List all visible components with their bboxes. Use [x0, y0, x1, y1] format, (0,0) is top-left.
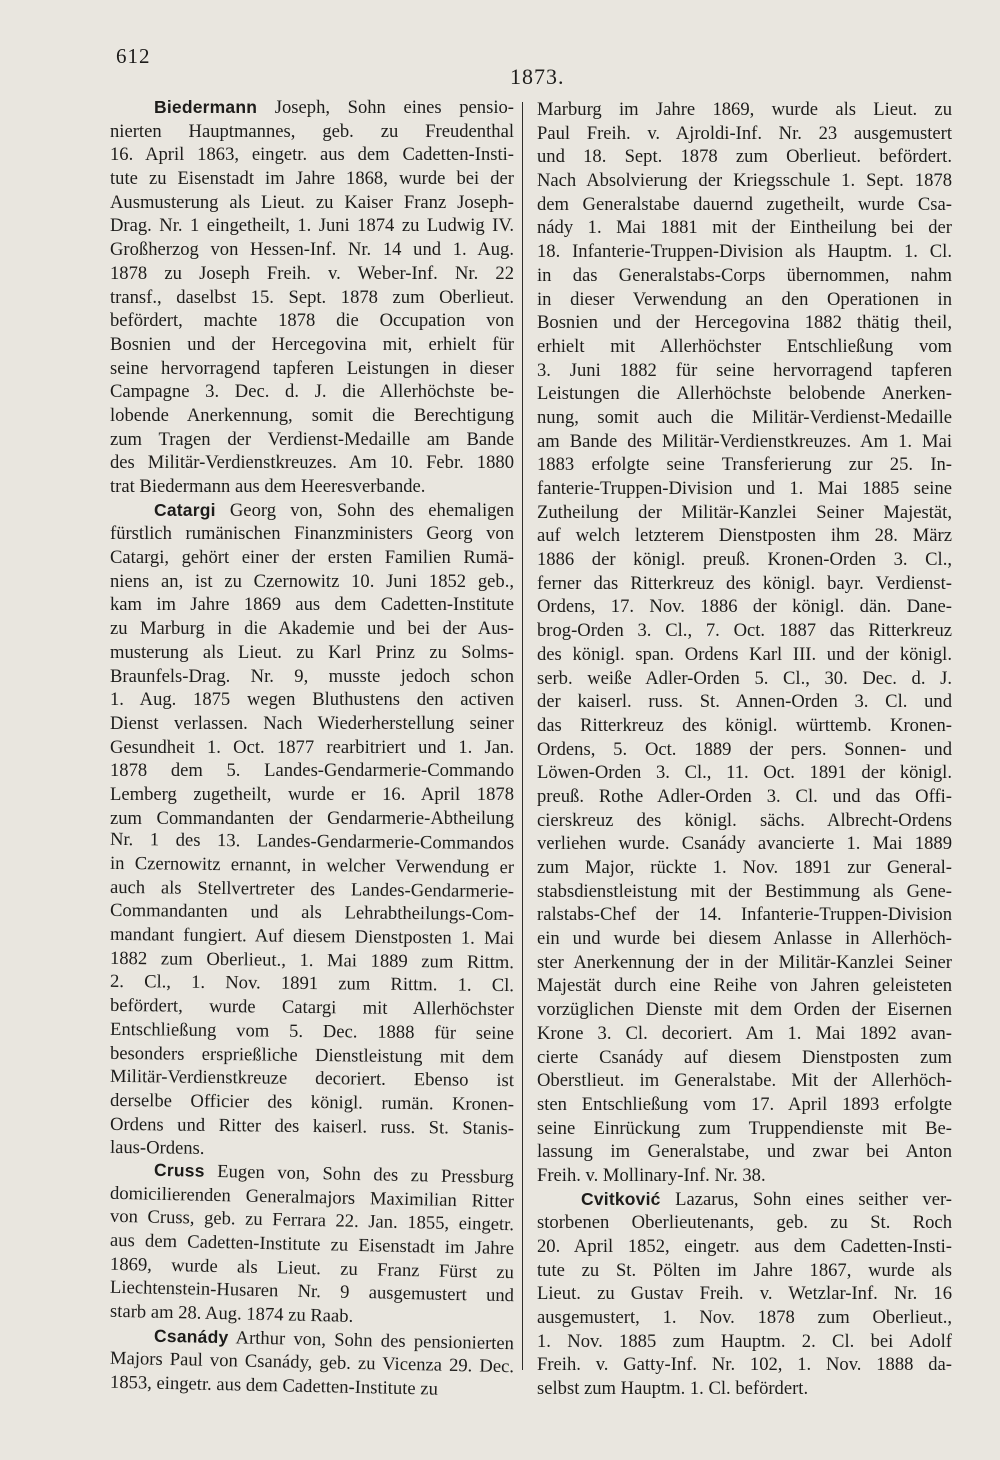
line-text: Georg von, Sohn des ehemaligen [215, 499, 514, 521]
line-text: Liechtenstein-Husaren Nr. 9 ausgemustert und [109, 1277, 515, 1307]
text-line [110, 214, 514, 238]
line-text: Lemberg zugetheilt, wurde er 16. April 1878 [110, 783, 514, 805]
text-line [110, 286, 514, 310]
text-line [537, 856, 952, 880]
line-text: Entschließung vom 5. Dec. 1888 für seine [109, 1018, 515, 1044]
line-text: Eugen von, Sohn des zu Pressburg [204, 1160, 515, 1189]
line-text: 20. April 1852, eingetr. aus dem Cadetten-Insti- [537, 1236, 952, 1257]
right-column [537, 98, 952, 1401]
line-text: Bosnien und der Hercegovina 1882 thätig theil, [537, 312, 952, 334]
line-text: 2. Cl., 1. Nov. 1891 zum Rittm. 1. Cl. [109, 971, 515, 997]
text-line [537, 359, 952, 383]
line-text: Paul Freih. v. Ajroldi-Inf. Nr. 23 ausgemustert [537, 122, 952, 144]
line-text: Braunfels-Drag. Nr. 9, musste jedoch schon [110, 665, 514, 687]
line-text: ferner das Ritterkreuz des königl. bayr. Verdienst- [537, 572, 952, 594]
text-line [537, 667, 952, 691]
line-text: nierten Hauptmannes, geb. zu Freudenthal [110, 120, 514, 142]
text-line [537, 714, 952, 738]
text-line [537, 477, 952, 501]
text-line [110, 736, 514, 760]
line-text: und 18. Sept. 1878 zum Oberlieut. befördert. [537, 146, 952, 168]
text-line [110, 96, 514, 120]
line-text: Löwen-Orden 3. Cl., 11. Oct. 1891 der königl. [537, 762, 952, 784]
line-text: Bosnien und der Hercegovina mit, erhielt für [110, 333, 514, 355]
text-line [110, 451, 514, 475]
line-text: seine hervorragend tapferen Leistungen in dieser [110, 357, 514, 379]
text-line [537, 1164, 952, 1188]
text-line [110, 807, 514, 831]
line-text: nung, somit auch die Militär-Verdienst-Medaille [537, 406, 952, 428]
text-line [537, 145, 952, 169]
line-text: Ordens, 17. Nov. 1886 der königl. dän. Dane- [537, 596, 952, 618]
line-text: Joseph, Sohn eines pensio- [257, 97, 514, 118]
text-line [110, 546, 514, 570]
line-text: 18. Infanterie-Truppen-Division als Hauptm. 1. Cl. [537, 241, 952, 263]
text-line [537, 595, 952, 619]
entry-surname: Catargi [154, 499, 216, 520]
line-text: cierskreuz des königl. sächs. Albrecht-Ordens [537, 809, 952, 831]
line-text: laus-Ordens. [109, 1137, 205, 1160]
text-line [110, 759, 514, 783]
text-line [537, 1306, 952, 1330]
text-line [110, 404, 514, 428]
text-line [110, 499, 514, 523]
text-line [537, 406, 952, 430]
text-line [537, 1211, 952, 1235]
line-text: Ausmusterung als Lieut. zu Kaiser Franz Joseph- [110, 191, 514, 213]
line-text: auch als Stellvertreter des Landes-Gendarmerie- [109, 876, 515, 902]
line-text: in das Generalstabs-Corps übernommen, nahm [537, 264, 952, 286]
line-text: Krone 3. Cl. decoriert. Am 1. Mai 1892 avan- [537, 1022, 952, 1044]
line-text: preuß. Rothe Adler-Orden 3. Cl. und das Offi- [537, 785, 952, 807]
line-text: domicilierenden Generalmajors Maximilian Ritter [109, 1182, 515, 1212]
line-text: 1882 zum Oberlieut., 1. Mai 1889 zum Rittm. [109, 947, 515, 973]
line-text: transf., daselbst 15. Sept. 1878 zum Oberlieut. [110, 286, 514, 308]
line-text: Freih. v. Gatty-Inf. Nr. 102, 1. Nov. 1888 da- [537, 1354, 952, 1376]
line-text: Majors Paul von Csanády, geb. zu Vicenza 29. Dec. [109, 1348, 515, 1378]
line-text: zum Tragen der Verdienst-Medaille am Bande [110, 428, 514, 450]
entry-surname: Cruss [153, 1159, 205, 1181]
text-line [110, 167, 514, 191]
line-text: kam im Jahre 1869 aus dem Cadetten-Institute [110, 594, 514, 616]
text-line [537, 501, 952, 525]
line-text: cierte Csanády auf diesem Dienstposten zum [537, 1046, 952, 1068]
text-line [537, 524, 952, 548]
line-text: mandant fungiert. Auf diesem Dienstposten 1. Mai [109, 923, 515, 950]
text-line [537, 1377, 952, 1401]
line-text: von Cruss, geb. zu Ferrara 22. Jan. 1855, eingetr. [109, 1206, 515, 1236]
line-text: in Czernowitz ernannt, in welcher Verwendung er [109, 852, 515, 879]
text-line [537, 1093, 952, 1117]
line-text: vorzüglichen Dienste mit dem Orden der Eisernen [537, 999, 952, 1021]
text-line [537, 974, 952, 998]
text-line [537, 1259, 952, 1283]
text-line [110, 380, 514, 404]
line-text: Großherzog von Hessen-Inf. Nr. 14 und 1. Aug. [110, 239, 514, 261]
text-line [537, 216, 952, 240]
text-line [537, 1235, 952, 1259]
line-text: 1869, wurde als Lieut. zu Franz Fürst zu [109, 1253, 515, 1283]
text-line [110, 617, 514, 641]
text-line [110, 1089, 514, 1117]
text-line [537, 761, 952, 785]
text-line [537, 1117, 952, 1141]
line-text: 1. Nov. 1885 zum Hauptm. 2. Cl. bei Adolf [537, 1330, 952, 1352]
line-text: der kaiserl. russ. St. Annen-Orden 3. Cl. und [537, 691, 952, 713]
line-text: Oberstlieut. im Generalstabe. Mit der Allerhöch- [537, 1070, 952, 1092]
line-text: Lazarus, Sohn eines seither ver- [660, 1188, 952, 1210]
text-line [110, 1018, 514, 1046]
line-text: Freih. v. Mollinary-Inf. Nr. 38. [537, 1164, 766, 1186]
line-text: Ordens und Ritter des kaiserl. russ. St. Stanis- [109, 1113, 515, 1139]
line-text: Catargi, gehört einer der ersten Familien Rumä- [110, 547, 514, 569]
line-text: 1878 dem 5. Landes-Gendarmerie-Commando [110, 760, 514, 782]
text-line [537, 430, 952, 454]
line-text: ausgemustert, 1. Nov. 1878 zum Oberlieut., [537, 1307, 952, 1329]
line-text: befördert, wurde Catargi mit Allerhöchster [109, 995, 515, 1021]
line-text: 16. April 1863, eingetr. aus dem Cadetten-Insti- [110, 144, 514, 166]
line-text: Gesundheit 1. Oct. 1877 rearbitriert und 1. Jan. [110, 736, 514, 758]
line-text: Nr. 1 des 13. Landes-Gendarmerie-Commandos [109, 829, 515, 855]
line-text: aus dem Cadetten-Institute zu Eisenstadt im Jahre [109, 1229, 515, 1260]
text-line [110, 333, 514, 357]
text-line [110, 522, 514, 546]
line-text: trat Biedermann aus dem Heeresverbande. [110, 476, 426, 497]
running-header-year: 1873. [510, 64, 565, 89]
text-line [537, 98, 952, 122]
page-number: 612 [116, 44, 151, 68]
text-line [110, 428, 514, 452]
text-line [110, 357, 514, 381]
line-text: musterung als Lieut. zu Karl Prinz zu Solms- [110, 641, 514, 663]
text-line [537, 240, 952, 264]
text-line [537, 738, 952, 762]
text-line [537, 998, 952, 1022]
line-text: zum Major, rückte 1. Nov. 1891 zur General- [537, 857, 952, 878]
line-text: das Ritterkreuz des königl. württemb. Kronen- [537, 714, 952, 736]
text-line [537, 548, 952, 572]
line-text: Militär-Verdienstkreuze decoriert. Ebenso ist [109, 1066, 515, 1092]
text-line [110, 593, 514, 617]
entry-surname: Biedermann [154, 97, 258, 117]
line-text: des königl. span. Ordens Karl III. und der königl. [537, 643, 952, 665]
line-text: Drag. Nr. 1 eingetheilt, 1. Juni 1874 zu Ludwig IV. [110, 215, 514, 237]
text-line [537, 1282, 952, 1306]
line-text: ein und wurde bei diesem Anlasse in Allerhöch- [537, 928, 952, 950]
line-text: Dienst verlassen. Nach Wiederherstellung seiner [110, 712, 514, 734]
text-line [537, 1140, 952, 1164]
text-line [537, 1022, 952, 1046]
text-line [537, 832, 952, 856]
line-text: 3. Juni 1882 für seine hervorragend tapferen [537, 359, 952, 381]
text-line [110, 191, 514, 215]
text-line [537, 880, 952, 904]
line-text: lassung im Generalstabe, und zwar bei Anton [537, 1141, 952, 1163]
text-line [537, 1046, 952, 1070]
text-line [537, 1330, 952, 1354]
text-line [537, 927, 952, 951]
text-line [537, 809, 952, 833]
line-text: Campagne 3. Dec. d. J. die Allerhöchste be- [110, 381, 514, 403]
entry-surname: Cvitković [581, 1188, 661, 1209]
line-text: in dieser Verwendung an den Operationen in [537, 288, 952, 310]
text-line [537, 382, 952, 406]
text-line [537, 619, 952, 643]
line-text: starb am 28. Aug. 1874 zu Raab. [109, 1300, 354, 1327]
text-line [537, 193, 952, 217]
text-line [537, 169, 952, 193]
line-text: storbenen Oberlieutenants, geb. zu St. Roch [537, 1212, 952, 1234]
text-line [110, 665, 514, 689]
line-text: tute zu St. Pölten im Jahre 1867, wurde als [537, 1259, 952, 1281]
text-line [537, 288, 952, 312]
text-line [537, 1188, 952, 1212]
text-line [537, 122, 952, 146]
line-text: Ordens, 5. Oct. 1889 der pers. Sonnen- und [537, 738, 952, 760]
text-line [110, 238, 514, 262]
line-text: befördert, machte 1878 die Occupation von [110, 310, 514, 332]
text-line [537, 264, 952, 288]
line-text: zu Marburg in die Akademie und bei der Aus- [110, 618, 514, 640]
line-text: am Bande des Militär-Verdienstkreuzes. Am 1. Mai [537, 430, 952, 452]
line-text: tute zu Eisenstadt im Jahre 1868, wurde bei der [110, 168, 514, 190]
line-text: niens an, ist zu Czernowitz 10. Juni 1852 geb., [110, 570, 514, 592]
entry-surname: Csanády [153, 1325, 229, 1347]
text-line [537, 453, 952, 477]
line-text: 1883 erfolgte seine Transferierung zur 25. In- [537, 454, 952, 476]
text-line [110, 688, 514, 712]
text-line [537, 1069, 952, 1093]
text-line [110, 783, 514, 807]
line-text: selbst zum Hauptm. 1. Cl. befördert. [537, 1378, 809, 1400]
line-text: dem Generalstabe dauernd zugetheilt, wurde Csa- [537, 193, 952, 215]
text-line [537, 690, 952, 714]
column-divider [522, 102, 523, 1370]
line-text: lobende Anerkennung, somit die Berechtigung [110, 404, 514, 426]
line-text: Leistungen die Allerhöchste belobende Anerken- [537, 383, 952, 405]
line-text: des Militär-Verdienstkreuzes. Am 10. Febr. 1880 [110, 452, 514, 474]
line-text: Majestät durch eine Reihe von Jahren geleisteten [537, 975, 952, 997]
line-text: verliehen wurde. Csanády avancierte 1. Mai 1889 [537, 833, 952, 855]
line-text: Lieut. zu Gustav Freih. v. Wetzlar-Inf. Nr. 16 [537, 1283, 952, 1305]
line-text: Marburg im Jahre 1869, wurde als Lieut. zu [537, 99, 952, 120]
text-line [537, 903, 952, 927]
text-line [110, 475, 514, 499]
line-text: 1878 zu Joseph Freih. v. Weber-Inf. Nr. 22 [110, 262, 514, 284]
text-line [110, 570, 514, 594]
line-text: ster Anerkennung der in der Militär-Kanzlei Seiner [537, 951, 952, 973]
line-text: Commandanten und als Lehrabtheilungs-Com- [109, 900, 515, 926]
line-text: seine Einrückung zum Truppendienste mit Be- [537, 1117, 952, 1139]
text-line [537, 1353, 952, 1377]
left-column [110, 96, 514, 1399]
line-text: derselbe Officier des königl. rumän. Kronen- [109, 1089, 515, 1115]
text-line [110, 262, 514, 286]
text-line [110, 309, 514, 333]
line-text: zum Commandanten der Gendarmerie-Abtheilung [110, 807, 514, 829]
line-text: sten Entschließung vom 17. April 1893 erfolgte [537, 1093, 952, 1115]
line-text: 1. Aug. 1875 wegen Bluthustens den activen [110, 689, 514, 711]
text-line [110, 143, 514, 167]
line-text: Nach Absolvierung der Kriegsschule 1. Sept. 1878 [537, 170, 952, 192]
text-line [110, 712, 514, 736]
text-line [537, 335, 952, 359]
text-line [110, 641, 514, 665]
text-line [537, 785, 952, 809]
line-text: fanterie-Truppen-Division und 1. Mai 1885 seine [537, 478, 952, 499]
line-text: 1853, eingetr. aus dem Cadetten-Institute zu [109, 1371, 439, 1400]
line-text: brog-Orden 3. Cl., 7. Oct. 1887 das Ritterkreuz [537, 620, 952, 642]
text-line [110, 120, 514, 144]
line-text: auf welch letzterem Dienstposten ihm 28. März [537, 525, 952, 547]
line-text: Arthur von, Sohn des pensionierten [228, 1327, 515, 1354]
line-text: serb. weiße Adler-Orden 5. Cl., 30. Dec. d. J. [537, 667, 952, 689]
text-line [537, 572, 952, 596]
line-text: besonders ersprießliche Dienstleistung mit dem [109, 1042, 515, 1068]
text-line [537, 311, 952, 335]
text-line [537, 643, 952, 667]
line-text: erhielt mit Allerhöchster Entschließung vom [537, 335, 952, 357]
line-text: Zutheilung der Militär-Kanzlei Seiner Majestät, [537, 501, 952, 523]
line-text: stabsdienstleistung mit der Bestimmung als Gene- [537, 880, 952, 902]
text-line [537, 951, 952, 975]
line-text: 1886 der königl. preuß. Kronen-Orden 3. Cl., [537, 549, 952, 571]
line-text: nády 1. Mai 1881 mit der Eintheilung bei der [537, 217, 952, 239]
line-text: fürstlich rumänischen Finanzministers Georg von [110, 523, 514, 545]
line-text: ralstabs-Chef der 14. Infanterie-Truppen-Division [537, 904, 952, 926]
